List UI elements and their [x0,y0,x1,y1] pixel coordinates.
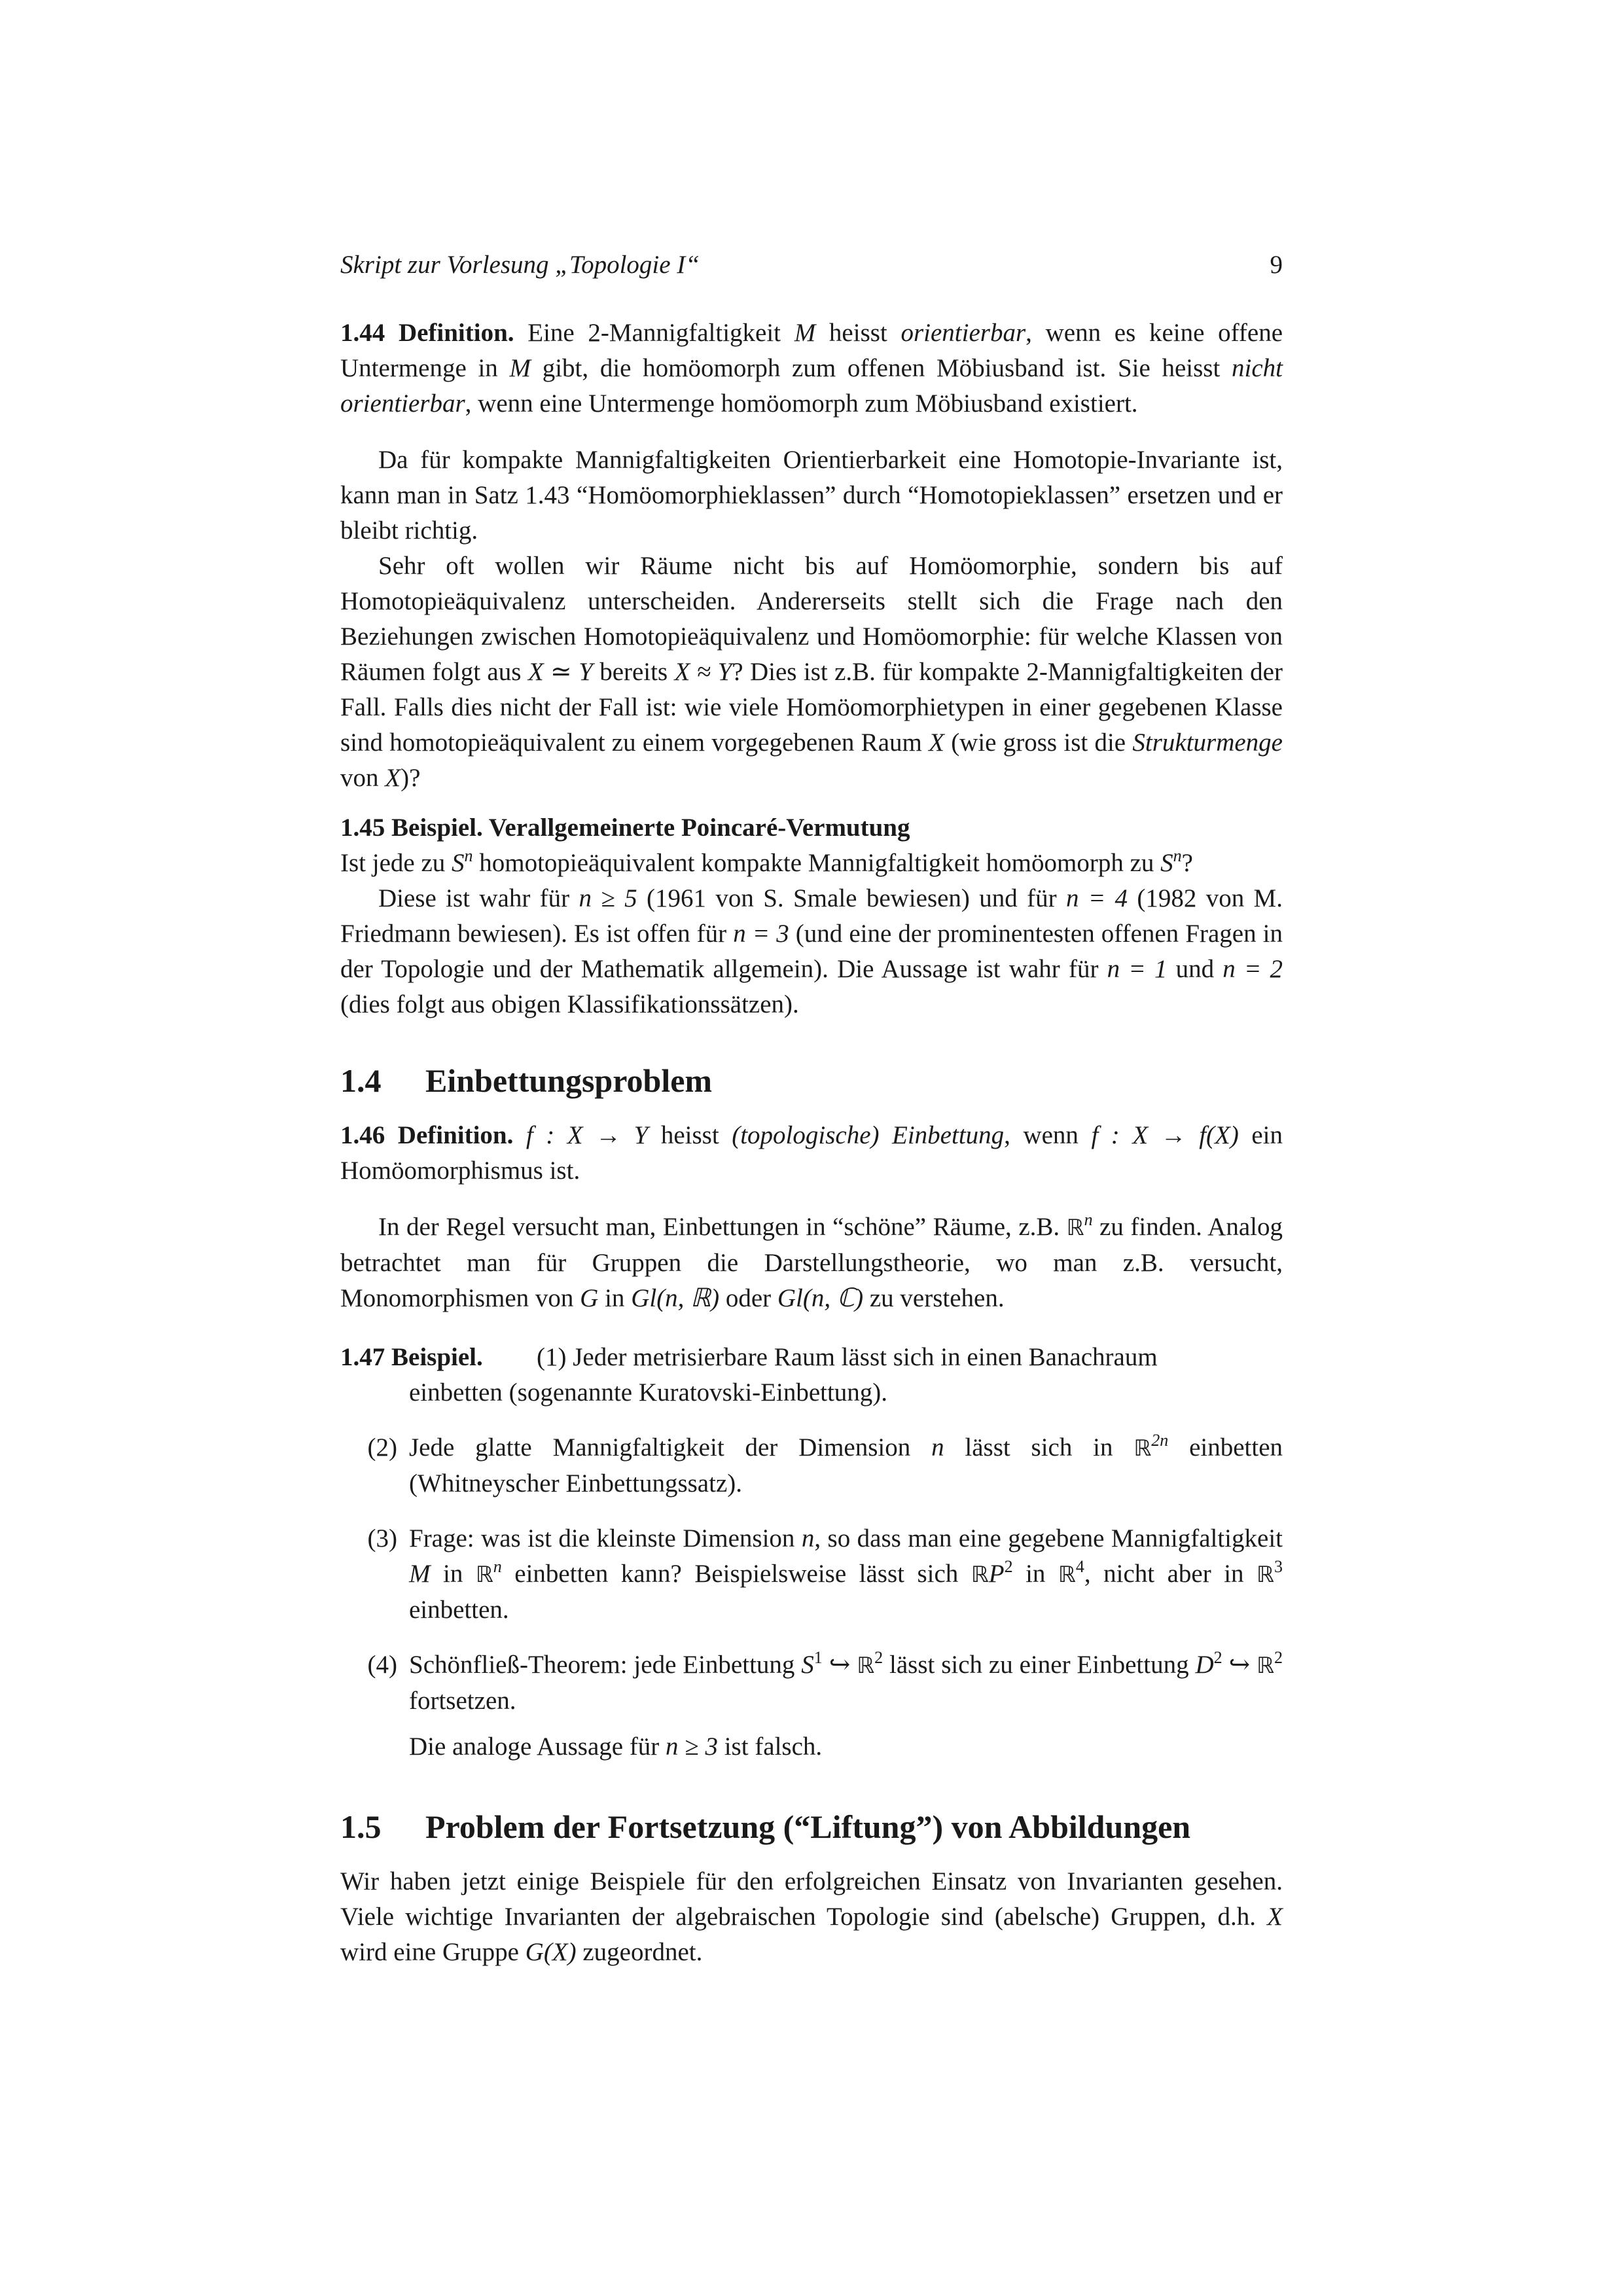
definition-label: 1.44 Definition. [340,319,514,347]
list-item-3: (3) Frage: was ist die kleinste Dimension n, so dass man eine gegebene Mannigfaltigkeit M in ℝ$^n$ einbetten kann? Beispielsweise lässt sich ℝP$^2$ in ℝ$^4$, nicht aber in ℝ$^3$ einbetten. [367,1524,1283,1624]
definition-1-46: 1.46 Definition. f : X → Y heisst (topologische) Einbettung, wenn f : X → f(X) ein Homöomorphismus ist. [340,1121,1283,1185]
paragraph-einbettungen: In der Regel versucht man, Einbettungen in “schöne” Räume, z.B. ℝ$^n$ zu finden. Analog betrachtet man für Gruppen die Darstellungstheorie, wo man z.B. versucht, Monomorphismen von G in Gl(n, ℝ) oder Gl(n, ℂ) zu verstehen. [340,1210,1283,1312]
paragraph-homotopieaequivalenz: Sehr oft wollen wir Räume nicht bis auf Homöomorphie, sondern bis auf Homotopieäquivalenz unterscheiden. Andererseits stellt sich die Frage nach den Beziehungen zwischen Homotopieäquivalenz und Homöomorphie: für welche Klassen von Räumen folgt aus X ≃ Y bereits X ≈ Y? Dies ist z.B. für kompakte 2-Mannigfaltigkeiten der Fall. Falls dies nicht der Fall ist: wie viele Homöomorphietypen in einer gegebenen Klasse sind homotopieäquivalent zu einem vorgegebenen Raum X (wie gross ist die Strukturmenge von X)? [340,552,1283,792]
section-heading-1-4: 1.4 Einbettungsproblem [340,1062,713,1099]
header-title: Skript zur Vorlesung „Topologie I“ [340,251,700,279]
paragraph-invarianten: Wir haben jetzt einige Beispiele für den erfolgreichen Einsatz von Invarianten gesehen. Viele wichtige Invarianten der algebraischen Topologie sind (abelsche) Gruppen, d.h. X wird eine Gruppe G(X) zugeordnet. [340,1867,1283,1966]
list-item-2: (2) Jede glatte Mannigfaltigkeit der Dimension n lässt sich in ℝ$^{2n}$ einbetten (Whitneyscher Einbettungssatz). [367,1431,1283,1498]
section-heading-1-5: 1.5 Problem der Fortsetzung (“Liftung”) von Abbildungen [340,1808,1191,1845]
paragraph-orientierbarkeit: Da für kompakte Mannigfaltigkeiten Orientierbarkeit eine Homotopie-Invariante ist, kann man in Satz 1.43 “Homöomorphieklassen” durch “Homotopieklassen” ersetzen und er bleibt richtig. [340,446,1283,545]
example-1-45-answer: Diese ist wahr für n ≥ 5 (1961 von S. Smale bewiesen) und für n = 4 (1982 von M. Friedmann bewiesen). Es ist offen für n = 3 (und eine der prominentesten offenen Fragen in der Topologie und der Mathematik allgemein). Die Aussage ist wahr für n = 1 und n = 2 (dies folgt aus obigen Klassifikationssätzen). [340,884,1283,1018]
example-1-45-heading: 1.45 Beispiel. Verallgemeinerte Poincaré-Vermutung [340,814,910,842]
definition-1-44: 1.44 Definition. Eine 2-Mannigfaltigkeit M heisst orientierbar, wenn es keine offene Untermenge in M gibt, die homöomorph zum offenen Möbiusband ist. Sie heisst nicht orientierbar, wenn eine Untermenge homöomorph zum Möbiusband existiert. [340,319,1283,418]
list-item-1-continued: einbetten (sogenannte Kuratovski-Einbettung). [409,1378,888,1407]
list-item-4: (4) Schönfließ-Theorem: jede Einbettung $S^1$ ↪ ℝ$^2$ lässt sich zu einer Einbettung $D^2$ ↪ ℝ$^2$ fortsetzen. [367,1648,1283,1715]
list-item-4-note: Die analoge Aussage für n ≥ 3 ist falsch. [409,1732,823,1761]
example-1-47: 1.47 Beispiel. (1) Jeder metrisierbare Raum lässt sich in einen Banachraum [340,1340,1283,1375]
example-1-45-question: Ist jede zu $S^n$ homotopieäquivalent kompakte Mannigfaltigkeit homöomorph zu $S^n$? [340,846,1193,877]
document-page [340,247,1283,1970]
list-item-1: (1) Jeder metrisierbare Raum lässt sich in einen Banachraum [537,1343,1158,1371]
running-header [340,247,1283,283]
page-number: 9 [1270,251,1283,279]
